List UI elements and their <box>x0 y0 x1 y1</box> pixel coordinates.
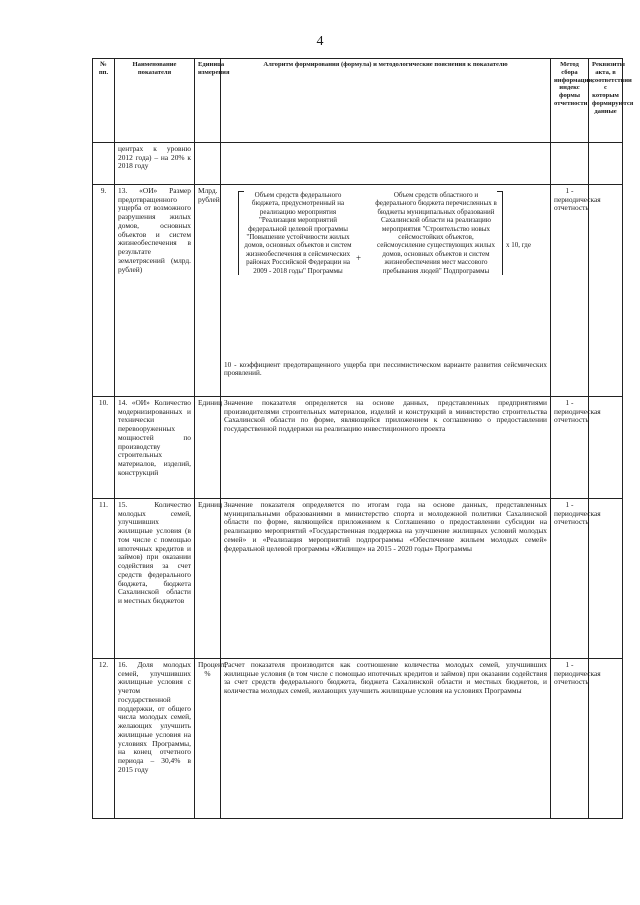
row-num: 10. <box>93 397 115 499</box>
header-name: Наименование показателя <box>115 59 195 143</box>
row-num: 9. <box>93 185 115 397</box>
row-algorithm: Значение показателя определяется на основе данных, представленных предприятиями производителями строительных материалов, изделий и конструкций в министерство строительства Сахалинской области по форме, являющейся приложением к соглашению о предоставлении государственной поддержки на реализацию инвестиционного проекта <box>221 397 551 499</box>
table-row <box>93 397 623 499</box>
row-algorithm: Расчет показателя производится как соотношение количества молодых семей, улучшивших жилищные условия (в том числе с помощью ипотечных кредитов и займов) при оказании содействия за счет средств федерального бюджета, бюджета Сахалинской области и местных бюджетов, и количества молодых семей, желающих улучшить жилищные условия на условиях Программы <box>221 659 551 819</box>
row-requisites <box>589 659 623 819</box>
indicators-table <box>92 58 634 819</box>
row-method: 1 - периодическая отчетность <box>551 185 589 397</box>
row-unit: Процент, % <box>195 659 221 819</box>
row-unit: Единиц <box>195 397 221 499</box>
row-unit: Млрд. рублей <box>195 185 221 397</box>
row-requisites <box>589 499 623 659</box>
formula-suffix: x 10, где <box>506 241 531 249</box>
table-header-row <box>93 59 623 143</box>
formula-plus: + <box>356 253 362 263</box>
header-method: Метод сбора информации, индекс формы отчетности <box>551 59 589 143</box>
formula-right-term: Объем средств областного и федерального бюджета перечисленных в бюджеты муниципальных образований Сахалинской области на реализацию мероприятия "Строительство новых сейсмостойких объектов, сейсмоусиление существующих жилых домов, основных объектов и систем жизнеобеспечения мест массового пребывания людей" Подпрограммы <box>370 191 503 275</box>
table-row-continuation <box>93 143 623 185</box>
formula-coefficient: 10 - коэффициент предотвращенного ущерба при пессимистическом варианте развития сейсмических проявлений. <box>224 361 547 378</box>
row-name: 16. Доля молодых семей, улучшивших жилищные условия с учетом государственной поддержки, от общего числа молодых семей, желающих улучшить жилищные условия на условиях Программы, на конец отчетного периода – 30,4% в 2015 году <box>115 659 195 819</box>
row-name: 14. «ОИ» Количество модернизированных и технически перевооруженных мощностей по производству строительных материалов, изделий, конструкций <box>115 397 195 499</box>
header-num: № пп. <box>93 59 115 143</box>
row-name: 15. Количество молодых семей, улучшивших жилищные условия (в том числе с помощью ипотечных кредитов и займов) при оказании содействия за счет средств федерального бюджета, бюджета Сахалинской области и местных бюджетов <box>115 499 195 659</box>
row-name: 13. «ОИ» Размер предотвращенного ущерба от возможного разрушения жилых домов, основных объектов и систем жизнеобеспечения в результате землетрясений (млрд. рублей) <box>115 185 195 397</box>
table-row <box>93 499 623 659</box>
row-requisites <box>589 185 623 397</box>
row-num: 11. <box>93 499 115 659</box>
row-method: 1 - периодическая отчетность <box>551 659 589 819</box>
row-num: 12. <box>93 659 115 819</box>
header-unit: Единица измерения <box>195 59 221 143</box>
table-row <box>93 659 623 819</box>
header-requisites: Реквизиты акта, в соответствии с которым формируются данные <box>589 59 623 143</box>
page-number: 4 <box>316 34 324 49</box>
continuation-name: центрах к уровню 2012 года) – на 20% к 2018 году <box>115 143 195 185</box>
header-algorithm: Алгоритм формирования (формула) и методологические пояснения к показателю <box>221 59 551 143</box>
table-row <box>93 185 623 397</box>
row-method: 1 - периодическая отчетность <box>551 499 589 659</box>
row-algorithm: Значение показателя определяется по итогам года на основе данных, представленных муниципальными образованиями в министерство спорта и молодежной политики Сахалинской области по форме, являющейся приложением к Соглашению о предоставлении субсидии на реализацию мероприятий «Государственная поддержка на улучшение жилищных условий молодых семей» и «Реализация мероприятий подпрограммы «Обеспечение жильем молодых семей» федеральной целевой программы «Жилище» на 2015 - 2020 годы» Программы <box>221 499 551 659</box>
row-unit: Единиц <box>195 499 221 659</box>
formula <box>224 191 547 351</box>
formula-left-term: Объем средств федерального бюджета, предусмотренный на реализацию мероприятия "Реализация мероприятий федеральной целевой программы "Повышение устойчивости жилых домов, основных объектов и систем жизнеобеспечения в сейсмических районах Российской Федерации на 2009 - 2018 годы" Программы <box>238 191 357 275</box>
row-algorithm <box>221 185 551 397</box>
row-method: 1 - периодическая отчетность <box>551 397 589 499</box>
